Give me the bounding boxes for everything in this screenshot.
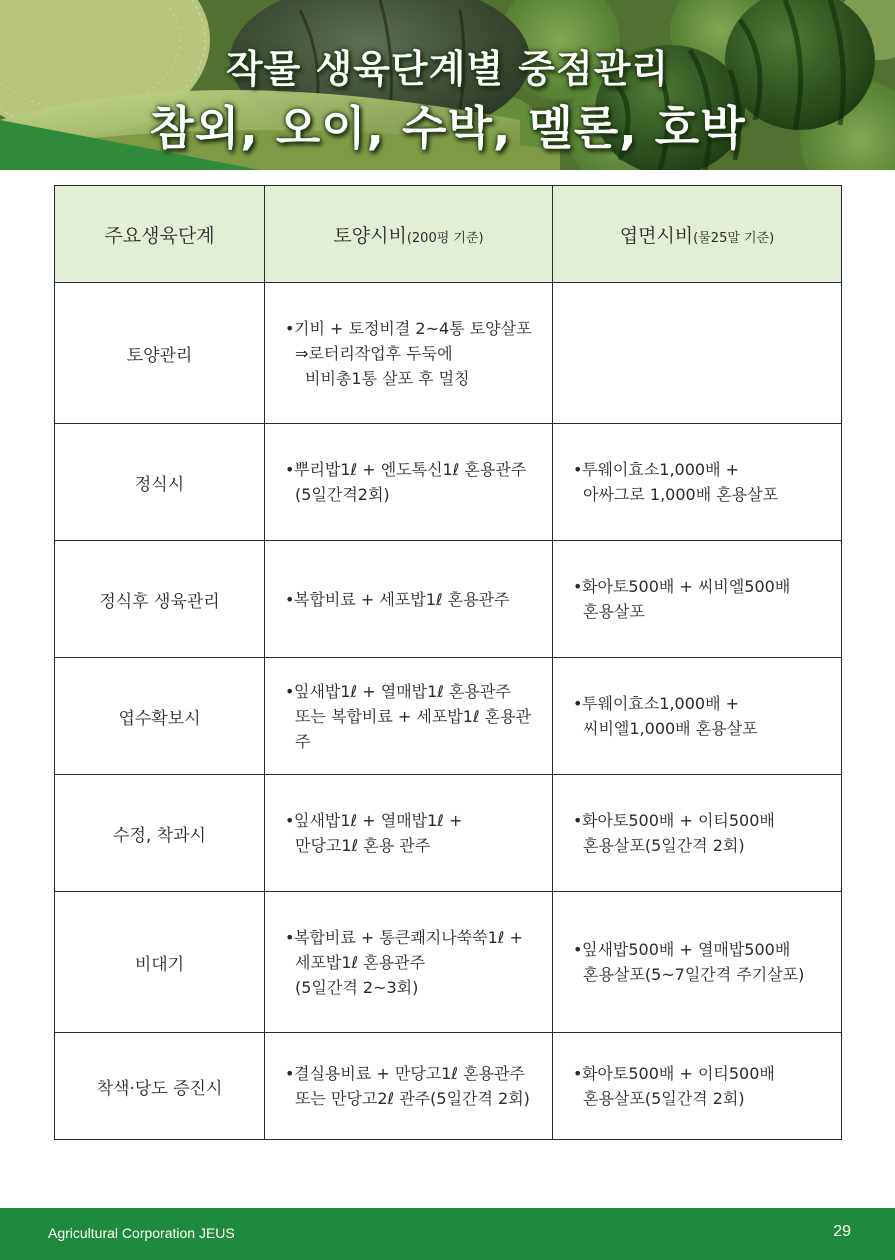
soil-cell: •복합비료 + 세포밥1ℓ 혼용관주 <box>265 541 553 658</box>
stage-cell: 비대기 <box>55 892 265 1033</box>
column-header-soil: 토양시비(200평 기준) <box>265 186 553 283</box>
foliar-cell <box>553 283 842 424</box>
stage-cell: 정식후 생육관리 <box>55 541 265 658</box>
table-header-row <box>55 186 842 283</box>
page-title-line2: 참외, 오이, 수박, 멜론, 호박 <box>149 101 746 155</box>
page-number: 29 <box>833 1223 851 1240</box>
table-row <box>55 283 842 424</box>
table-row <box>55 424 842 541</box>
foliar-cell: •화아토500배 + 이티500배 혼용살포(5일간격 2회) <box>553 1033 842 1140</box>
column-header-foliar: 엽면시비(물25말 기준) <box>553 186 842 283</box>
soil-cell: •잎새밥1ℓ + 열매밥1ℓ + 만당고1ℓ 혼용 관주 <box>265 775 553 892</box>
footer-corporation-name: Agricultural Corporation JEUS <box>48 1225 235 1241</box>
column-header-stage: 주요생육단계 <box>55 186 265 283</box>
page-title-line1: 작물 생육단계별 중점관리 <box>225 47 670 91</box>
table-row <box>55 541 842 658</box>
soil-cell: •복합비료 + 통큰쾌지나쑥쑥1ℓ + 세포밥1ℓ 혼용관주 (5일간격 2~3회) <box>265 892 553 1033</box>
page-footer <box>0 1208 895 1260</box>
foliar-cell: •투웨이효소1,000배 + 씨비엘1,000배 혼용살포 <box>553 658 842 775</box>
soil-cell: •뿌리밥1ℓ + 엔도톡신1ℓ 혼용관주 (5일간격2회) <box>265 424 553 541</box>
foliar-cell: •화아토500배 + 이티500배 혼용살포(5일간격 2회) <box>553 775 842 892</box>
foliar-cell: •잎새밥500배 + 열매밥500배 혼용살포(5~7일간격 주기살포) <box>553 892 842 1033</box>
table-row <box>55 892 842 1033</box>
crop-care-table-wrapper <box>54 185 841 1140</box>
header-banner <box>0 0 895 170</box>
table-row <box>55 658 842 775</box>
foliar-cell: •화아토500배 + 씨비엘500배 혼용살포 <box>553 541 842 658</box>
stage-cell: 착색·당도 증진시 <box>55 1033 265 1140</box>
stage-cell: 엽수확보시 <box>55 658 265 775</box>
soil-cell: •기비 + 토정비결 2~4통 토양살포 ⇒로터리작업후 두둑에 비비총1통 살포 후 멀칭 <box>265 283 553 424</box>
foliar-cell: •투웨이효소1,000배 + 아싸그로 1,000배 혼용살포 <box>553 424 842 541</box>
stage-cell: 수정, 착과시 <box>55 775 265 892</box>
crop-care-table <box>54 185 842 1140</box>
soil-cell: •잎새밥1ℓ + 열매밥1ℓ 혼용관주 또는 복합비료 + 세포밥1ℓ 혼용관주 <box>265 658 553 775</box>
stage-cell: 정식시 <box>55 424 265 541</box>
table-row <box>55 1033 842 1140</box>
soil-cell: •결실용비료 + 만당고1ℓ 혼용관주 또는 만당고2ℓ 관주(5일간격 2회) <box>265 1033 553 1140</box>
stage-cell: 토양관리 <box>55 283 265 424</box>
table-row <box>55 775 842 892</box>
